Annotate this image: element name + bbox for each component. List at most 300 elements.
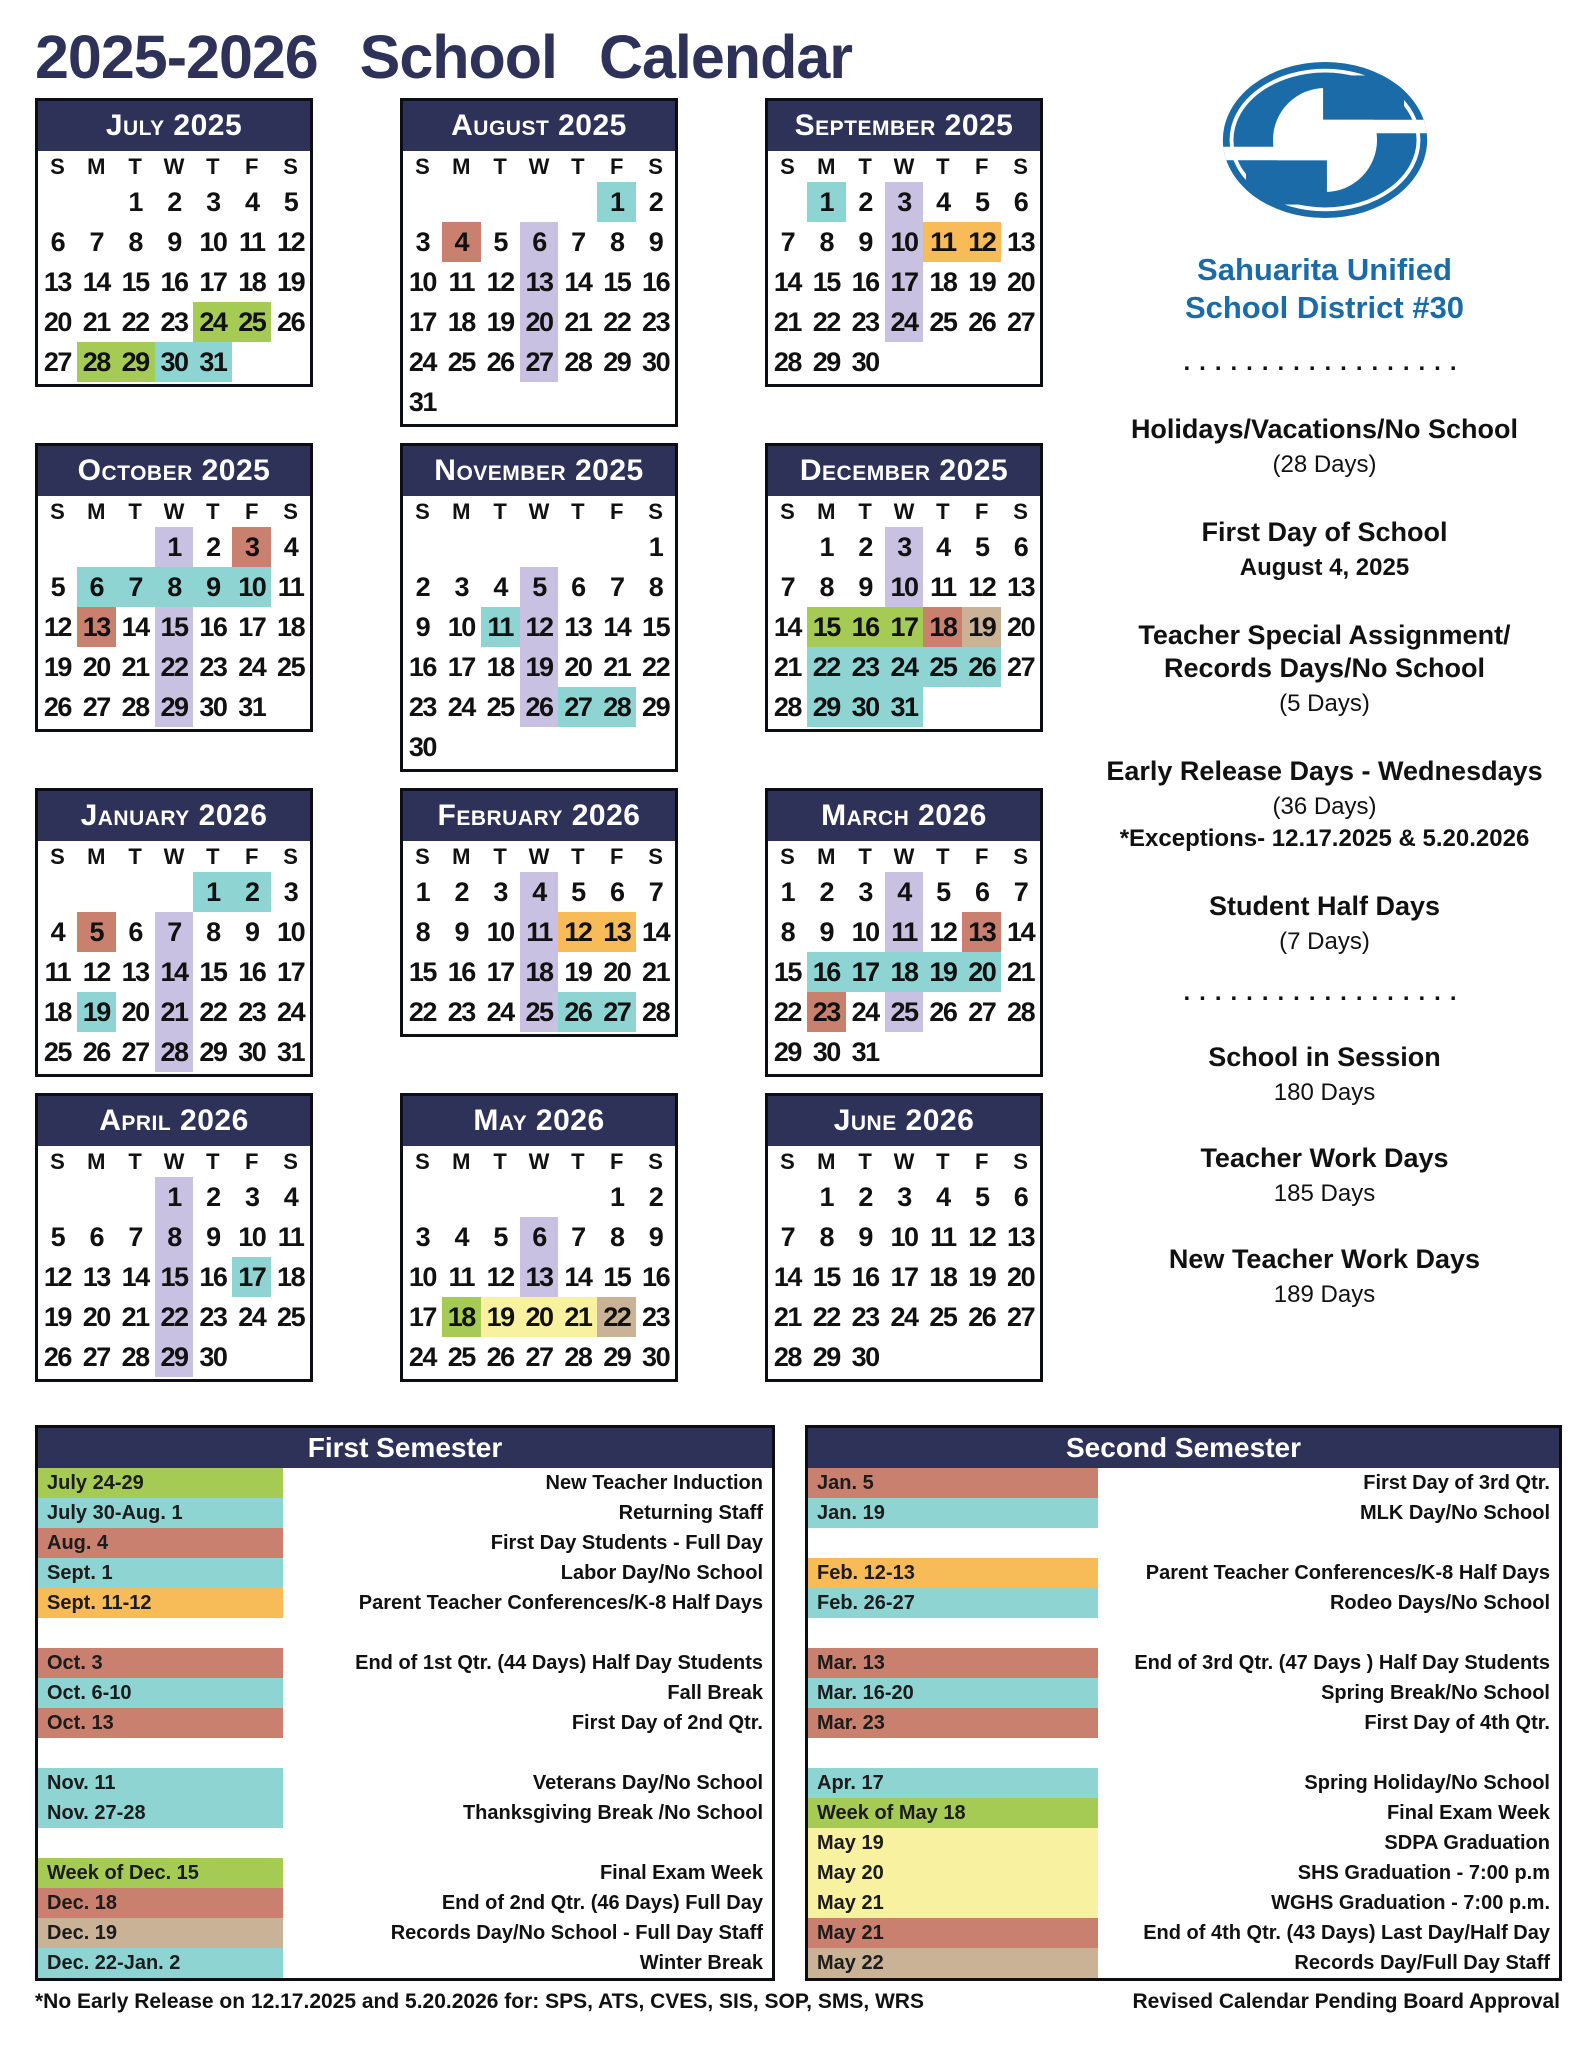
month-title: March 2026 [768,791,1040,841]
day-cell: 18 [277,612,305,642]
day-cell: 19 [962,607,1001,647]
month-title: November 2025 [403,446,675,496]
semester-row-date: Dec. 22-Jan. 2 [38,1948,283,1978]
day-cell: 13 [77,607,116,647]
day-cell: 22 [597,1297,636,1337]
month-calendar-june-2026 [765,1093,1043,1382]
weekday-letter: T [128,154,142,179]
day-cell: 19 [486,307,514,337]
weekday-letter: S [1013,499,1028,524]
day-cell: 7 [571,1222,585,1252]
day-cell: 5 [974,532,989,562]
weekday-letter: S [415,1149,430,1174]
weekday-letter: M [87,1149,106,1174]
semester-row-date: May 21 [808,1918,1098,1948]
day-cell: 12 [520,607,559,647]
day-cell: 30 [199,1342,227,1372]
day-cell: 16 [199,1262,227,1292]
day-cell: 23 [238,997,266,1027]
weekday-letter: F [974,499,989,524]
empty-day-cell [38,1177,77,1217]
weekday-header-row [38,841,310,872]
day-cell: 16 [160,267,188,297]
semester-row-group [38,1468,772,1618]
day-cell: 9 [415,612,430,642]
weekday-letter: S [648,154,663,179]
day-cell: 20 [82,1302,110,1332]
semester-row [38,1858,772,1888]
weekday-header-row [38,496,310,527]
semester-row [808,1498,1559,1528]
day-cell: 7 [155,912,194,952]
day-cell: 23 [408,692,436,722]
month-calendar-december-2025 [765,443,1043,732]
day-cell: 15 [121,267,149,297]
day-cell: 24 [851,997,879,1027]
month-title: September 2025 [768,101,1040,151]
day-cell: 4 [885,872,924,912]
day-cell: 31 [885,687,924,727]
legend-section-student-half-days [1072,890,1577,957]
day-cell: 21 [642,957,670,987]
day-cell: 24 [486,997,514,1027]
semester-row-description: Labor Day/No School [560,1562,763,1584]
semester-row [808,1678,1559,1708]
weekday-letter: S [648,499,663,524]
day-cell: 1 [819,1182,834,1212]
day-cell: 23 [642,307,670,337]
day-cell: 22 [812,1302,840,1332]
day-cell: 23 [851,307,879,337]
weekday-letter: M [452,499,471,524]
day-cell: 6 [520,1217,559,1257]
semester-row [808,1468,1559,1498]
weekday-letter: T [571,154,585,179]
month-calendar-february-2026 [400,788,678,1037]
day-cell: 23 [846,647,885,687]
weekday-letter: T [858,844,872,869]
semester-row-description: SDPA Graduation [1384,1832,1550,1854]
day-cell: 11 [448,1262,475,1292]
day-cell: 1 [155,527,194,567]
weekday-header-row [768,496,1040,527]
day-cell: 11 [930,1222,956,1252]
day-cell: 8 [415,917,430,947]
day-cell: 4 [283,1182,298,1212]
day-cell: 25 [447,347,475,377]
day-cell: 20 [121,997,149,1027]
semester-row [38,1528,772,1558]
empty-day-cell [481,527,520,567]
weekday-letter: W [528,1149,550,1174]
day-cell: 21 [155,992,194,1032]
day-cell: 19 [43,1302,71,1332]
semester-row-date: Nov. 11 [38,1768,283,1798]
day-cell: 18 [238,267,266,297]
semester-row-description: First Day of 4th Qtr. [1364,1712,1550,1734]
semester-row-description: First Day Students - Full Day [490,1532,763,1554]
day-cell: 17 [277,957,305,987]
totals-value: 185 Days [1273,1180,1376,1207]
day-cell: 10 [232,567,271,607]
day-cell: 31 [851,1037,879,1067]
day-cell: 1 [597,182,636,222]
semester-row-description: Thanksgiving Break /No School [462,1802,763,1824]
days-grid [403,527,675,769]
day-cell: 16 [851,1262,879,1292]
day-cell: 18 [929,267,957,297]
day-cell: 8 [609,1222,624,1252]
day-cell: 23 [199,652,227,682]
day-cell: 13 [962,912,1001,952]
semester-row [808,1708,1559,1738]
semester-row-description: Spring Holiday/No School [1304,1772,1550,1794]
legend-section-subtitle: (36 Days) [1272,793,1377,820]
day-cell: 31 [193,342,232,382]
semester-row-group [808,1468,1559,1528]
day-cell: 4 [936,187,950,217]
day-cell: 1 [819,532,834,562]
semester-row [38,1708,772,1738]
day-cell: 5 [493,227,507,257]
day-cell: 18 [885,952,924,992]
day-cell: 31 [277,1037,305,1067]
day-cell: 16 [199,612,227,642]
semester-row [808,1558,1559,1588]
day-cell: 29 [812,1342,840,1372]
semester-row [38,1558,772,1588]
day-cell: 15 [155,1257,194,1297]
empty-day-cell [116,527,155,567]
empty-day-cell [768,182,807,222]
day-cell: 6 [609,877,624,907]
weekday-letter: M [817,499,836,524]
weekday-letter: W [528,499,550,524]
semester-row [38,1648,772,1678]
weekday-letter: M [452,154,471,179]
day-cell: 18 [442,1297,481,1337]
day-cell: 15 [773,957,801,987]
day-cell: 25 [277,652,305,682]
day-cell: 24 [885,302,924,342]
month-calendar-april-2026 [35,1093,313,1382]
day-cell: 11 [520,912,559,952]
day-cell: 10 [238,1222,266,1252]
day-cell: 28 [773,347,801,377]
weekday-letter: F [609,844,624,869]
day-cell: 10 [851,917,879,947]
totals-section-teacher-work-days [1072,1142,1577,1209]
semester-row-date: Jan. 5 [808,1468,1098,1498]
sahuarita-s-logo-icon [1219,58,1431,222]
empty-day-cell [481,1177,520,1217]
day-cell: 9 [648,1222,663,1252]
day-cell: 29 [199,1037,227,1067]
day-cell: 17 [447,652,475,682]
day-cell: 11 [885,912,924,952]
weekday-letter: T [936,499,950,524]
day-cell: 2 [232,872,271,912]
totals-section-new-teacher-work-days [1072,1243,1577,1310]
day-cell: 22 [642,652,670,682]
day-cell: 23 [160,307,188,337]
weekday-letter: W [163,1149,185,1174]
semester-row-date: Mar. 23 [808,1708,1098,1738]
weekday-letter: F [609,1149,624,1174]
month-title: July 2025 [38,101,310,151]
day-cell: 15 [199,957,227,987]
day-cell: 22 [773,997,801,1027]
district-name-line2: School District #30 [1184,290,1465,325]
month-calendar-may-2026 [400,1093,678,1382]
day-cell: 5 [77,912,116,952]
weekday-header-row [403,496,675,527]
empty-day-cell [403,182,442,222]
weekday-letter: S [50,154,65,179]
day-cell: 17 [238,612,266,642]
day-cell: 11 [481,607,520,647]
weekday-letter: S [415,154,430,179]
semester-row-date: July 24-29 [38,1468,283,1498]
day-cell: 4 [520,872,559,912]
semester-row-description: SHS Graduation - 7:00 p.m [1297,1862,1550,1884]
day-cell: 11 [923,222,962,262]
day-cell: 13 [43,267,71,297]
day-cell: 14 [773,612,801,642]
day-cell: 8 [155,1217,194,1257]
day-cell: 21 [773,307,801,337]
days-grid [403,182,675,424]
months-grid [35,98,1043,1382]
day-cell: 14 [773,267,801,297]
day-cell: 13 [1007,572,1035,602]
page-title: 2025-2026 School Calendar [35,23,852,91]
weekday-letter: T [493,154,507,179]
day-cell: 14 [82,267,110,297]
empty-day-cell [768,527,807,567]
weekday-letter: W [893,1149,915,1174]
day-cell: 7 [116,567,155,607]
day-cell: 25 [929,1302,957,1332]
semester-row [808,1648,1559,1678]
semester-row-description: Rodeo Days/No School [1329,1592,1550,1614]
weekday-letter: F [974,844,989,869]
day-cell: 3 [885,182,924,222]
semester-row [38,1798,772,1828]
day-cell: 18 [43,997,71,1027]
day-cell: 9 [819,917,834,947]
day-cell: 10 [277,917,305,947]
day-cell: 3 [897,1182,911,1212]
day-cell: 3 [493,877,507,907]
weekday-letter: S [648,844,663,869]
totals-value: 180 Days [1273,1079,1376,1106]
day-cell: 30 [238,1037,266,1067]
semester-row-date: May 20 [808,1858,1098,1888]
day-cell: 14 [121,1262,149,1292]
day-cell: 2 [858,1182,872,1212]
weekday-letter: M [452,844,471,869]
day-cell: 7 [609,572,624,602]
day-cell: 3 [232,527,271,567]
day-cell: 13 [1007,1222,1035,1252]
day-cell: 18 [923,607,962,647]
empty-day-cell [558,182,597,222]
day-cell: 5 [493,1222,507,1252]
month-title: February 2026 [403,791,675,841]
weekday-letter: T [493,1149,507,1174]
semester-row [38,1468,772,1498]
weekday-letter: S [283,844,298,869]
day-cell: 26 [277,307,305,337]
empty-day-cell [481,182,520,222]
weekday-letter: W [163,844,185,869]
weekday-letter: W [893,154,915,179]
empty-day-cell [403,1177,442,1217]
day-cell: 15 [155,607,194,647]
empty-day-cell [116,1177,155,1217]
day-cell: 27 [82,692,110,722]
day-cell: 21 [773,1302,801,1332]
footer-approval-note: Revised Calendar Pending Board Approval [1132,1990,1560,2013]
day-cell: 17 [890,1262,918,1292]
legend-sections [1072,413,1577,957]
day-cell: 7 [1013,877,1028,907]
day-cell: 4 [244,187,259,217]
day-cell: 8 [206,917,220,947]
day-cell: 20 [962,952,1001,992]
day-cell: 10 [486,917,514,947]
day-cell: 13 [1007,227,1035,257]
day-cell: 14 [564,1262,592,1292]
weekday-letter: T [206,844,220,869]
day-cell: 12 [558,912,597,952]
semester-row-date: Feb. 12-13 [808,1558,1098,1588]
weekday-letter: M [817,1149,836,1174]
day-cell: 26 [968,307,996,337]
empty-day-cell [558,527,597,567]
day-cell: 27 [525,1342,553,1372]
weekday-header-row [768,1146,1040,1177]
day-cell: 2 [415,572,430,602]
day-cell: 12 [929,917,957,947]
weekday-letter: S [415,844,430,869]
day-cell: 15 [812,1262,840,1292]
day-cell: 29 [155,687,194,727]
sidebar [1072,58,1577,1310]
day-cell: 4 [936,1182,950,1212]
day-cell: 6 [520,222,559,262]
weekday-letter: T [128,844,142,869]
day-cell: 30 [846,687,885,727]
day-cell: 17 [232,1257,271,1297]
day-cell: 7 [648,877,663,907]
day-cell: 30 [851,1342,879,1372]
day-cell: 21 [121,1302,149,1332]
day-cell: 17 [199,267,227,297]
day-cell: 7 [89,227,104,257]
month-title: May 2026 [403,1096,675,1146]
day-cell: 27 [968,997,996,1027]
semester-row-group [38,1648,772,1738]
weekday-letter: T [858,499,872,524]
semester-row-description: Final Exam Week [599,1862,763,1884]
day-cell: 5 [974,187,989,217]
semester-row-date: Jan. 19 [808,1498,1098,1528]
day-cell: 16 [642,1262,670,1292]
day-cell: 8 [780,917,795,947]
month-calendar-march-2026 [765,788,1043,1077]
day-cell: 26 [929,997,957,1027]
day-cell: 17 [846,952,885,992]
day-cell: 14 [773,1262,801,1292]
day-cell: 31 [238,692,266,722]
day-cell: 10 [408,267,436,297]
day-cell: 14 [121,612,149,642]
day-cell: 9 [858,227,872,257]
weekday-letter: S [648,1149,663,1174]
day-cell: 11 [238,227,265,257]
weekday-letter: M [87,844,106,869]
weekday-letter: F [244,1149,259,1174]
empty-day-cell [520,1177,559,1217]
month-title: October 2025 [38,446,310,496]
second-semester-table [805,1425,1562,1981]
day-cell: 6 [50,227,65,257]
day-cell: 22 [812,307,840,337]
totals-title: School in Session [1208,1042,1441,1072]
semester-row [38,1918,772,1948]
semester-row-date: Oct. 3 [38,1648,283,1678]
day-cell: 11 [277,572,304,602]
day-cell: 19 [564,957,592,987]
day-cell: 29 [642,692,670,722]
day-cell: 13 [121,957,149,987]
semester-row-description: Veterans Day/No School [532,1772,763,1794]
day-cell: 22 [155,1297,194,1337]
legend-section-subtitle: (7 Days) [1279,928,1370,955]
day-cell: 20 [520,1297,559,1337]
semester-row-description: Returning Staff [618,1502,763,1524]
day-cell: 13 [564,612,592,642]
legend-section-title: Student Half Days [1208,891,1441,921]
day-cell: 26 [82,1037,110,1067]
day-cell: 19 [968,1262,996,1292]
day-cell: 15 [812,267,840,297]
weekday-letter: F [974,154,989,179]
day-cell: 20 [564,652,592,682]
day-cell: 12 [962,222,1001,262]
month-title: December 2025 [768,446,1040,496]
totals-sections [1072,1041,1577,1310]
day-cell: 16 [851,267,879,297]
semester-row [808,1918,1559,1948]
day-cell: 8 [609,227,624,257]
day-cell: 20 [1007,612,1035,642]
day-cell: 19 [968,267,996,297]
day-cell: 4 [493,572,507,602]
semester-row [808,1828,1559,1858]
day-cell: 29 [116,342,155,382]
semester-row-date: Dec. 19 [38,1918,283,1948]
semester-row-date: Mar. 16-20 [808,1678,1098,1708]
day-cell: 7 [571,227,585,257]
day-cell: 6 [1013,1182,1028,1212]
month-calendar-october-2025 [35,443,313,732]
day-cell: 30 [642,347,670,377]
day-cell: 3 [283,877,298,907]
day-cell: 18 [929,1262,957,1292]
